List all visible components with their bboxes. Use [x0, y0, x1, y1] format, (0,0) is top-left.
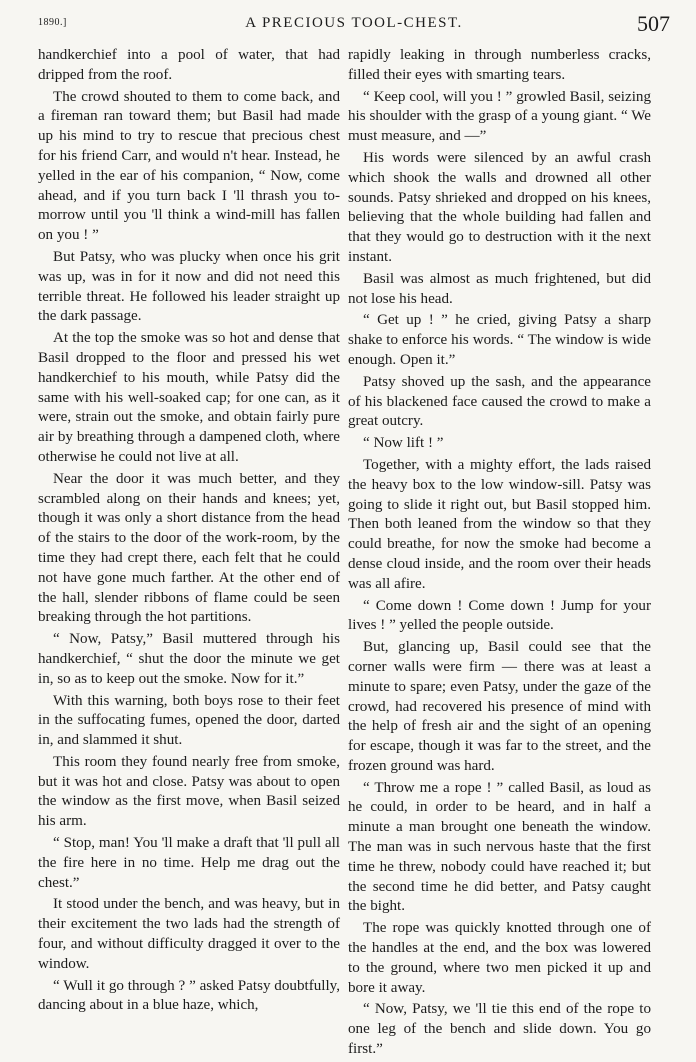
- paragraph: His words were silenced by an awful crash which shook the walls and drowned all other sounds. Patsy shrieked and dropped on his knees, believing that the whole building had fallen and that they would go to destruction with it the next instant.: [348, 149, 651, 265]
- paragraph: “ Throw me a rope ! ” called Basil, as loud as he could, in order to be heard, and in half a minute a man brought one beneath the window. The man was in such nervous haste that the first time he threw, nobody could have reached it; but the second time he did better, and Patsy caught the bight.: [348, 779, 651, 915]
- paragraph: Together, with a mighty effort, the lads raised the heavy box to the low window-sill. Patsy was going to slide it right out, but Basil stopped him. Then both leaned from the window so that they could breathe, for now the smoke had become a dense cloud inside, and the room over their heads was all afire.: [348, 456, 651, 592]
- paragraph: “ Keep cool, will you ! ” growled Basil, seizing his shoulder with the grasp of a young giant. “ We must measure, and —”: [348, 88, 651, 145]
- paragraph: rapidly leaking in through numberless cracks, filled their eyes with smarting tears.: [348, 47, 651, 83]
- paragraph: “ Now, Patsy, we 'll tie this end of the rope to one leg of the bench and slide down. You go first.”: [348, 1001, 651, 1058]
- paragraph: Near the door it was much better, and they scrambled along on their hands and knees; yet, though it was only a short distance from the head of the stairs to the door of the work-room, by the time they had crept there, each felt that he could not have gone much farther. At the other end of the hall, slender ribbons of flame could be seen breaking through the hot partitions.: [38, 470, 340, 626]
- right-column: [348, 46, 651, 1062]
- running-header: [38, 13, 670, 47]
- paragraph: With this warning, both boys rose to their feet in the suffocating fumes, opened the door, darted in, and slammed it shut.: [38, 692, 340, 749]
- paragraph: This room they found nearly free from smoke, but it was hot and close. Patsy was about to open the window as the first move, when Basil seized his arm.: [38, 753, 340, 830]
- paragraph: It stood under the bench, and was heavy, but in their excitement the two lads had the strength of four, and without difficulty dragged it over to the window.: [38, 896, 340, 972]
- page-number: 507: [637, 11, 670, 36]
- paragraph: The crowd shouted to them to come back, and a fireman ran toward them; but Basil had made up his mind to try to rescue that precious chest for his friend Carr, and would n't hear. Instead, he yelled in the ear of his companion, “ Now, come ahead, and if you turn back I 'll thrash you to-morrow until you 'll think a wind-mill has fallen on you ! ”: [38, 88, 340, 244]
- paragraph: The rope was quickly knotted through one of the handles at the end, and the box was lowered to the ground, where two men picked it up and bore it away.: [348, 920, 651, 996]
- paragraph: “ Now lift ! ”: [363, 435, 444, 452]
- header-title: A PRECIOUS TOOL-CHEST.: [245, 15, 463, 31]
- paragraph: “ Get up ! ” he cried, giving Patsy a sharp shake to enforce his words. “ The window is wide enough. Open it.”: [348, 312, 651, 368]
- paragraph: “ Stop, man! You 'll make a draft that 'll pull all the fire here in no time. Help me drag out the chest.”: [38, 835, 340, 891]
- paragraph: At the top the smoke was so hot and dense that Basil dropped to the floor and pressed his wet handkerchief to his mouth, while Patsy did the same with his well-soaked cap; for one can, as it were, strain out the smoke, and obtain fairly pure air by breathing through a dampened cloth, where otherwise he could not live at all.: [38, 330, 340, 465]
- paragraph: “ Come down ! Come down ! Jump for your lives ! ” yelled the people outside.: [348, 597, 651, 634]
- paragraph: Basil was almost as much frightened, but did not lose his head.: [348, 270, 651, 307]
- paragraph: But, glancing up, Basil could see that the corner walls were firm — there was at least a minute to spare; even Patsy, under the gaze of the crowd, had recovered his presence of mind with the help of fresh air and the sight of an opening for escape, though it was far to the street, and the frozen ground was hard.: [348, 639, 651, 774]
- paragraph: handkerchief into a pool of water, that had dripped from the roof.: [38, 47, 340, 83]
- paragraph: “ Wull it go through ? ” asked Patsy doubtfully, dancing about in a blue haze, which,: [38, 977, 340, 1014]
- header-year: 1890.]: [38, 17, 67, 28]
- paragraph: But Patsy, who was plucky when once his grit was up, was in for it now and did not need this terrible threat. He followed his leader straight up the dark passage.: [38, 248, 340, 325]
- paragraph: “ Now, Patsy,” Basil muttered through his handkerchief, “ shut the door the minute we get in, so as to keep out the smoke. Now for it.”: [38, 631, 340, 687]
- paragraph: Patsy shoved up the sash, and the appearance of his blackened face caused the crowd to make a great outcry.: [348, 373, 651, 430]
- left-column: [38, 46, 340, 1018]
